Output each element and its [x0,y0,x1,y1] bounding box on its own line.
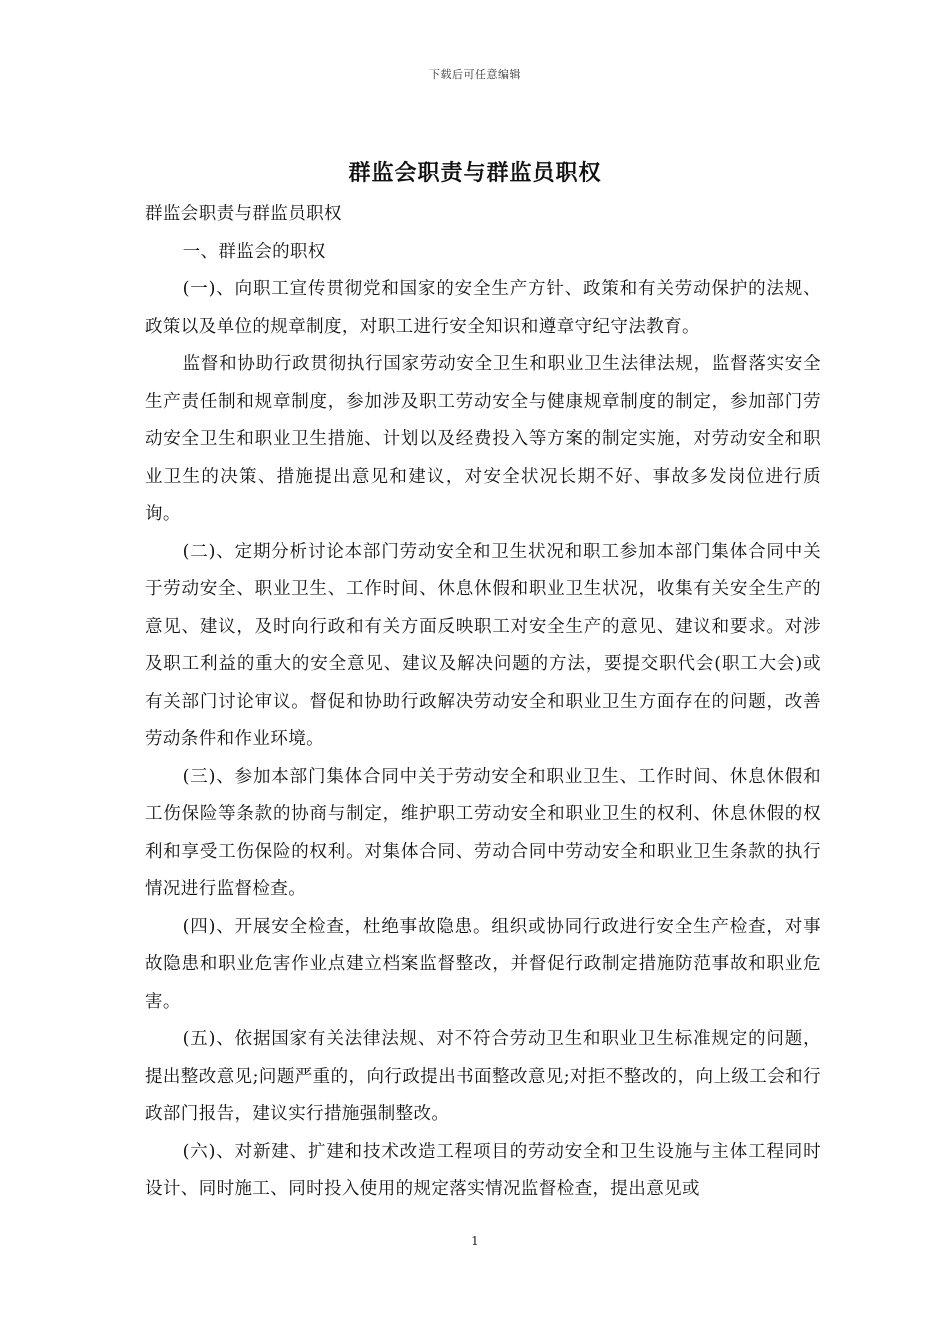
document-title: 群监会职责与群监员职权 [348,160,602,186]
paragraph-1: (一)、向职工宣传贯彻党和国家的安全生产方针、政策和有关劳动保护的法规、政策以及单位的规章制度，对职工进行安全知识和遵章守纪守法教育。 [145,279,821,337]
page-number: 1 [471,1234,479,1248]
header-note: 下载后可任意编辑 [429,68,521,81]
paragraph-5: (四)、开展安全检查，杜绝事故隐患。组织或协同行政进行安全生产检查，对事故隐患和职业危害作业点建立档案监督整改，并督促行政制定措施防范事故和职业危害。 [145,916,821,1012]
document-body [145,196,821,1209]
paragraph-7: (六)、对新建、扩建和技术改造工程项目的劳动安全和卫生设施与主体工程同时设计、同时施工、同时投入使用的规定落实情况监督检查，提出意见或 [145,1141,821,1199]
subtitle-paragraph: 群监会职责与群监员职权 [145,204,342,224]
paragraph-3: (二)、定期分析讨论本部门劳动安全和卫生状况和职工参加本部门集体合同中关于劳动安全、职业卫生、工作时间、休息休假和职业卫生状况，收集有关安全生产的意见、建议，及时向行政和有关方面反映职工对安全生产的意见、建议和要求。对涉及职工利益的重大的安全意见、建议及解决问题的方法，要提交职代会(职工大会)或有关部门讨论审议。督促和协助行政解决劳动安全和职业卫生方面存在的问题，改善劳动条件和作业环境。 [145,541,821,749]
paragraph-2: 监督和协助行政贯彻执行国家劳动安全卫生和职业卫生法律法规，监督落实安全生产责任制和规章制度，参加涉及职工劳动安全与健康规章制度的制定，参加部门劳动安全卫生和职业卫生措施、计划以及经费投入等方案的制定实施，对劳动安全和职业卫生的决策、措施提出意见和建议，对安全状况长期不好、事故多发岗位进行质询。 [145,354,821,524]
paragraph-4: (三)、参加本部门集体合同中关于劳动安全和职业卫生、工作时间、休息休假和工伤保险等条款的协商与制定，维护职工劳动安全和职业卫生的权利、休息休假的权利和享受工伤保险的权利。对集体合同、劳动合同中劳动安全和职业卫生条款的执行情况进行监督检查。 [145,766,821,899]
section-heading: 一、群监会的职权 [182,241,326,262]
paragraph-6: (五)、依据国家有关法律法规、对不符合劳动卫生和职业卫生标准规定的问题，提出整改意见;问题严重的，向行政提出书面整改意见;对拒不整改的，向上级工会和行政部门报告，建议实行措施强制整改。 [145,1029,821,1124]
